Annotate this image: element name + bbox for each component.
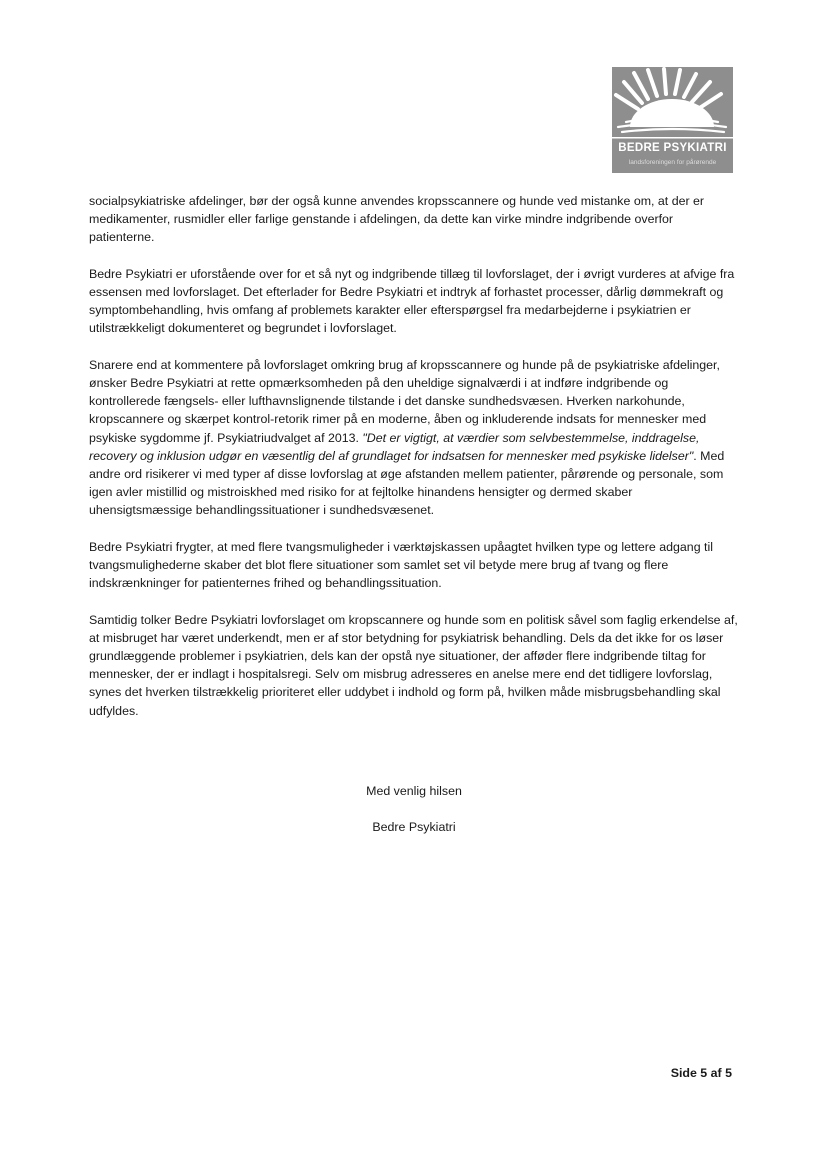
logo-name: BEDRE PSYKIATRI [618,142,727,154]
paragraph-4: Bedre Psykiatri frygter, at med flere tvangsmuligheder i værktøjskassen upåagtet hvilken type og lettere adgang til tvangsmulighederne skaber det blot flere situationer som samlet set vil betyde mere brug af tvang og flere indskrænkninger for patienternes frihed og behandlingssituation. [89,539,713,591]
letter-body [89,192,739,738]
paragraph-3 [89,356,739,520]
logo-tagline: landsforeningen for pårørende [628,159,717,166]
sunrise-icon [612,67,733,173]
paragraph-3-quote: "Det er vigtigt, at værdier som selvbestemmelse, inddragelse, recovery og inklusion udgør en væsentlig del af grundlaget for indsatsen for mennesker med psykiske lidelser" [89,430,700,463]
paragraph-3-text-before: Snarere end at kommentere på lovforslaget omkring brug af kropsscannere og hunde på de psykiatriske afdelinger, ønsker Bedre Psykiatri at rette opmærksomheden på den uheldige signalværdi i at indføre indgribende og kontrollerede fængsels- eller lufthavnslignende tilstande i det danske sundhedsvæsen. Hverken narkohunde, kropscannere og skærpet kontrol-retorik rimer på en moderne, åben og inkluderende indsats for mennesker med psykiske sygdomme jf. Psykiatriudvalget af 2013. [89,357,720,445]
paragraph-3-text-after: . Med andre ord risikerer vi med typer af disse lovforslag at øge afstanden mellem patienter, pårørende og personale, som igen avler mistillid og mistroiskhed med risiko for at fejltolke hinandens hensigter og dermed skaber uhensigtsmæssige behandlingssituationer i sundhedsvæsenet. [89,448,725,518]
bedre-psykiatri-logo [612,67,733,173]
closing-greeting: Med venlig hilsen [366,784,462,798]
paragraph-5: Samtidig tolker Bedre Psykiatri lovforslaget om kropscannere og hunde som en politisk såvel som faglig erkendelse af, at misbruget har været underkendt, men er af stor betydning for psykiatrisk behandling. Dels da det ikke for os løser grundlæggende problemer i psykiatrien, dels kan der opstå nye situationer, der afføder flere indgribende tiltag for mennesker, der er indlagt i hospitalsregi. Selv om misbrug adresseres en anelse mere end det tidligere lovforslag, synes det hverken tilstrækkelig prioriteret eller uddybet i indhold og form på, hvilken måde misbrugsbehandling skal udfyldes. [89,612,738,718]
closing-signature: Bedre Psykiatri [372,820,456,834]
paragraph-1: socialpsykiatriske afdelinger, bør der også kunne anvendes kropsscannere og hunde ved mistanke om, at der er medikamenter, rusmidler eller farlige genstande i afdelingen, da dette kan virke mindre indgribende overfor patienterne. [89,194,705,245]
paragraph-2: Bedre Psykiatri er uforstående over for et så nyt og indgribende tillæg til lovforslaget, der i øvrigt vurderes at afvige fra essensen med lovforslaget. Det efterlader for Bedre Psykiatri et indtryk af forhastet processer, dårlig dømmekraft og symptombehandling, hvis omfang af problemets karakter eller efterspørgsel fra medarbejderne i psykiatrien er utilstrækkeligt dokumenteret og begrundet i lovforslaget. [89,266,735,336]
page-number: Side 5 af 5 [670,1066,732,1080]
